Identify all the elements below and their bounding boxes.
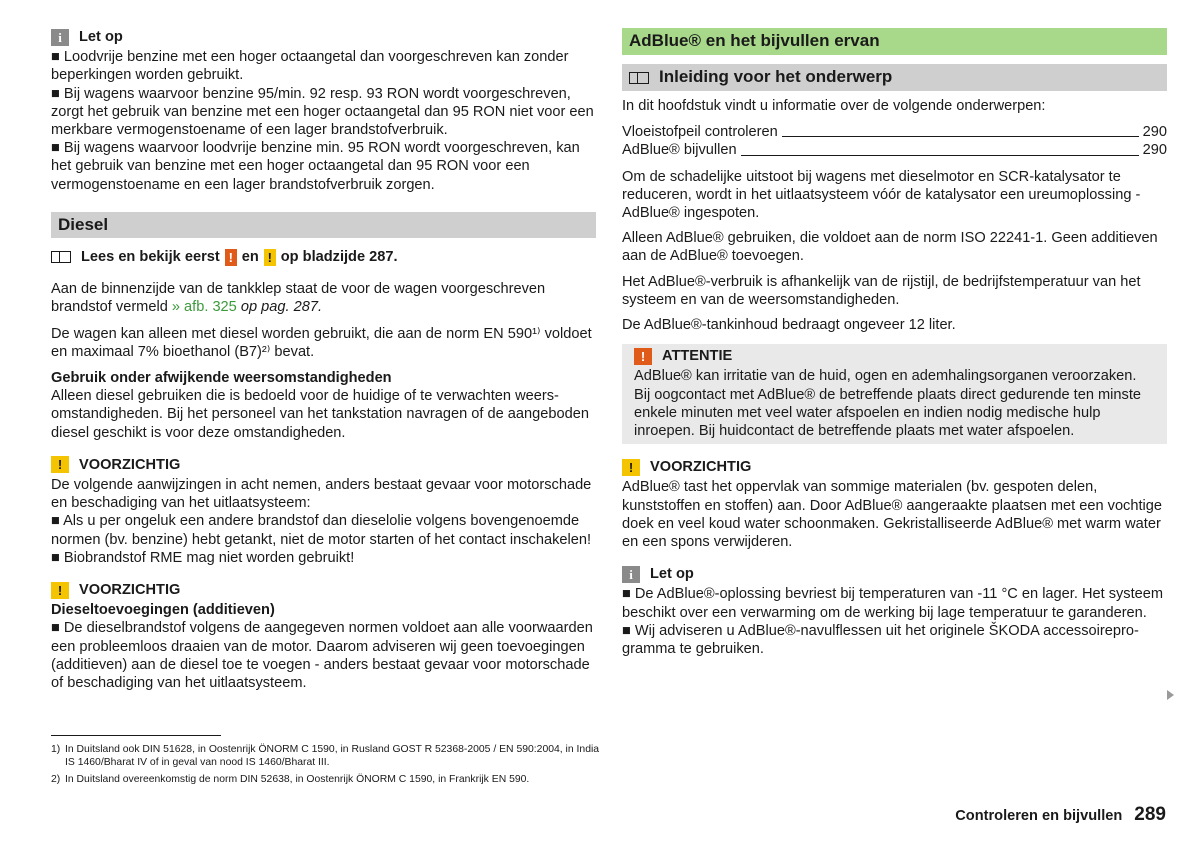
paragraph: Alleen AdBlue® gebruiken, die voldoet aan de norm ISO 22241-1. Geen additieven aan de AdBlue® toevoegen. [622,230,1158,265]
toc-entry[interactable] [622,141,1167,159]
read-and: en [241,249,259,266]
letop-item: ■ De AdBlue®-oplossing bevriest bij temperaturen van -11 °C en lager. Het systeem beschikt over een verwarming om de werking bij lage temperatuur te garanderen. [622,586,1164,621]
footer-section: Controleren en bijvullen [955,808,1123,824]
caution-heading [51,456,596,474]
toc-leader [782,136,1139,137]
figure-link[interactable]: » afb. 325 [171,299,237,316]
paragraph: Alleen diesel gebruiken die is bedoeld voor de huidige of te verwachten weersomstandigheden. Bij het personeel van het tankstation navragen of de aangeboden diesel geschikt is voor deze omstandigheden. [51,388,589,441]
caution-text: AdBlue® tast het oppervlak van sommige materialen (bv. gespoten delen, kunststoffen en stoffen) aan. Door AdBlue® aangeraakte plaatsen met een vochtige doek en veel koud water schoonmaken. Gekristalliseerde AdBlue® met warm water en een spons verwijderen. [622,479,1163,551]
footnotes [51,743,611,786]
letop-item: ■ Bij wagens waarvoor loodvrije benzine min. 95 RON wordt voorgeschreven, kan het gebruik van benzine met een hoger octaangetal dan 95 RON voor een vermogenstoename en een lager brandstofverbruik zorgen. [51,140,580,193]
toc-page: 290 [1142,124,1167,141]
caution-text: De volgende aanwijzingen in acht nemen, anders bestaat gevaar voor motorschade en beschadiging van het uitlaatsysteem: [51,477,592,512]
left-column [51,28,596,692]
toc-page: 290 [1142,142,1167,159]
toc-leader [741,155,1139,156]
footnote-number: 1) [51,744,61,755]
paragraph: De wagen kan alleen met diesel worden gebruikt, die aan de norm EN 590¹⁾ voldoet en maximaal 7% bioethanol (B7)²⁾ bevat. [51,325,592,360]
attention-text: AdBlue® kan irritatie van de huid, ogen en ademhalingsorganen veroorzaken. Bij oogcontact met AdBlue® de betreffende plaats direct gedurende ten minste enkele minuten met veel water afspoelen en indien nodig medische hulp inroepen. Bij huidcontact de betreffende plaats met water afspoelen. [634,368,1141,440]
info-icon: i [622,566,640,583]
paragraph: De AdBlue®-tankinhoud bedraagt ongeveer 12 liter. [622,317,956,334]
paragraph: In dit hoofdstuk vindt u informatie over de volgende onderwerpen: [622,98,1046,114]
info-icon: i [51,29,69,46]
section-title-intro [622,64,1167,91]
warning-icon: ! [634,348,652,365]
paragraph: Het AdBlue®-verbruik is afhankelijk van de rijstijl, de bedrijfstemperatuur van het systeem en van de weersomstandigheden. [622,273,1141,308]
page-footer [955,804,1166,826]
caution-title: VOORZICHTIG [79,582,181,599]
intro-title: Inleiding voor het onderwerp [659,67,893,87]
caution-yellow-icon: ! [264,249,276,266]
caution-subheading: Dieseltoevoegingen (additieven) [51,602,275,619]
footnote-divider [51,735,221,736]
letop-title: Let op [79,29,123,45]
page-number: 289 [1134,804,1166,825]
footnote-number: 2) [51,774,61,785]
chapter-title: AdBlue® en het bijvullen ervan [622,28,1167,55]
page-ref: op pag. 287. [236,299,323,316]
right-column [622,28,1167,658]
book-icon [51,251,71,263]
read-first-line [51,248,596,266]
attention-heading [634,347,1155,365]
letop-heading [622,565,1167,583]
letop-item: ■ Loodvrije benzine met een hoger octaangetal dan voorgeschreven kan zonder beperkingen worden gebruikt. [51,49,569,84]
caution-icon: ! [622,459,640,476]
letop-item: ■ Bij wagens waarvoor benzine 95/min. 92 resp. 93 RON wordt voorgeschreven, zorgt het gebruik van benzine met een hoger octaangetal dan 95 RON niet voor een merkbare vermogenstoename of een lager brandstofverbruik. [51,85,594,139]
toc-entry[interactable] [622,123,1167,141]
paragraph [51,280,596,316]
toc-label: Vloeistofpeil controleren [622,124,778,141]
footnote-text: In Duitsland overeenkomstig de norm DIN 52638, in Oostenrijk ÖNORM C 1590, in Frankrijk EN 590. [65,774,530,785]
book-icon [629,72,649,84]
next-page-arrow-icon[interactable] [1167,690,1174,700]
warning-red-icon: ! [225,249,237,266]
caution-item: ■ Biobrandstof RME mag niet worden gebruikt! [51,549,355,566]
caution-heading [51,581,596,599]
caution-title: VOORZICHTIG [650,459,752,476]
caution-text: ■ De dieselbrandstof volgens de aangegeven normen voldoet aan alle voorwaarden een probleemloos draaien van de motor. Daarom adviseren wij geen toevoegingen (additieven) aan de diesel toe te voegen - anders bestaat gevaar voor motorschade of beschadiging van het uitlaatsysteem. [51,620,593,692]
letop-title: Let op [650,566,694,583]
caution-item: ■ Als u per ongeluk een andere brandstof dan dieselolie volgens bovengenoemde normen (bv. benzine) hebt getankt, niet de motor starten of het contact inschakelen! [51,513,592,548]
caution-icon: ! [51,456,69,473]
caution-heading [622,458,1167,476]
footnote [51,773,611,786]
section-title-diesel: Diesel [51,212,596,238]
letop-heading [51,28,596,46]
paragraph-text: Aan de binnenzijde van de tankklep staat de voor de wagen voorgeschreven brandstof vermeld [51,281,546,316]
toc-label: AdBlue® bijvullen [622,142,737,159]
read-page-ref: op bladzijde 287. [280,249,398,266]
read-first-text: Lees en bekijk eerst [81,249,220,266]
attention-box [622,344,1167,444]
subheading: Gebruik onder afwijkende weersomstandigheden [51,370,392,387]
caution-icon: ! [51,582,69,599]
caution-title: VOORZICHTIG [79,456,181,473]
letop-item: ■ Wij adviseren u AdBlue®-navulflessen uit het originele ŠKODA accessoireprogramma te gebruiken. [622,622,1139,658]
footnote [51,743,611,769]
attention-title: ATTENTIE [662,348,733,365]
paragraph: Om de schadelijke uitstoot bij wagens met dieselmotor en SCR-katalysator te reduceren, wordt in het uitlaatsysteem vóór de katalysator een ureumoplossing - AdBlue® ingespoten. [622,168,1141,222]
footnote-text: In Duitsland ook DIN 51628, in Oostenrijk ÖNORM C 1590, in Rusland GOST R 52368-2005 / EN 590:2004, in India IS 1460/Bharat IV of in geval van nood IS 1460/Bharat III. [65,744,600,768]
